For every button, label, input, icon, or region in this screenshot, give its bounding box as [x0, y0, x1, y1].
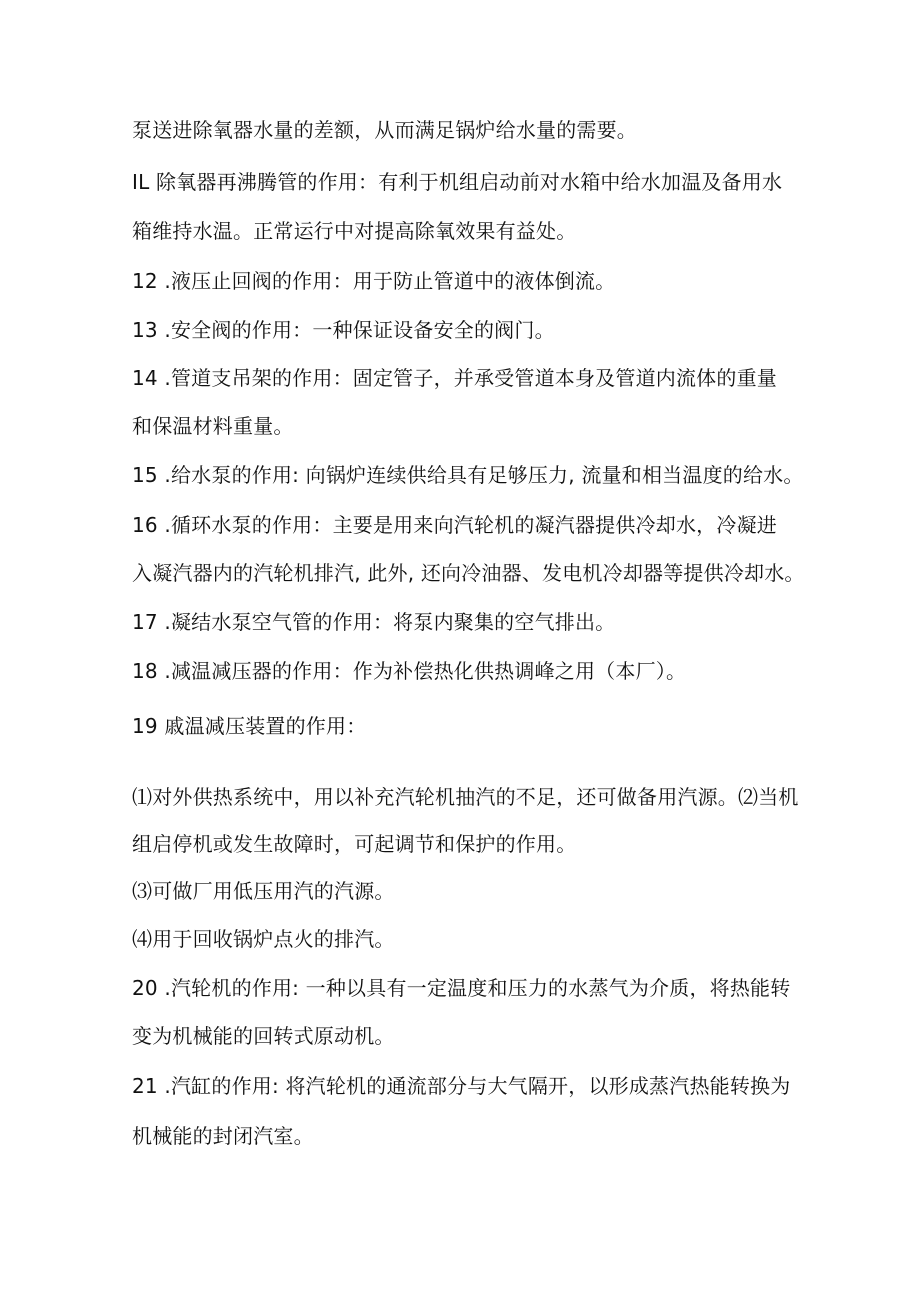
- text-line: IL 除氧器再沸腾管的作用：有利于机组启动前对水箱中给水加温及备用水: [132, 170, 783, 194]
- text-line: 变为机械能的回转式原动机。: [132, 1024, 395, 1048]
- text-line: 18 .减温减压器的作用：作为补偿热化供热调峰之用（本厂）。: [132, 659, 687, 683]
- text-line: 21 .汽缸的作用: 将汽轮机的通流部分与大气隔开，以形成蒸汽热能转换为: [132, 1074, 791, 1098]
- text-line: 12 .液压止回阀的作用：用于防止管道中的液体倒流。: [132, 269, 616, 293]
- text-line: ⑶可做厂用低压用汽的汽源。: [132, 879, 395, 903]
- text-line: 20 .汽轮机的作用: 一种以具有一定温度和压力的水蒸气为介质，将热能转: [132, 976, 791, 1000]
- text-line: ⑴对外供热系统中，用以补充汽轮机抽汽的不足，还可做备用汽源。⑵当机: [132, 785, 799, 809]
- text-line: 入凝汽器内的汽轮机排汽, 此外, 还向冷油器、发电机冷却器等提供冷却水。: [132, 561, 805, 585]
- text-line: 15 .给水泵的作用: 向锅炉连续供给具有足够压力, 流量和相当温度的给水。: [132, 463, 804, 487]
- text-line: 17 .凝结水泵空气管的作用：将泵内聚集的空气排出。: [132, 610, 616, 634]
- text-line: 组启停机或发生故障时，可起调节和保护的作用。: [132, 832, 577, 856]
- text-line: 14 .管道支吊架的作用：固定管子，并承受管道本身及管道内流体的重量: [132, 366, 777, 390]
- text-line: 和保温材料重量。: [132, 414, 294, 438]
- text-line: 机械能的封闭汽室。: [132, 1124, 314, 1148]
- text-line: 13 .安全阀的作用：一种保证设备安全的阀门。: [132, 318, 555, 342]
- text-line: 16 .循环水泵的作用：主要是用来向汽轮机的凝汽器提供冷却水，冷凝进: [132, 513, 777, 537]
- text-line: 泵送进除氧器水量的差额，从而满足锅炉给水量的需要。: [132, 118, 637, 142]
- text-line: 箱维持水温。正常运行中对提高除氧效果有益处。: [132, 219, 577, 243]
- text-line: 19 戚温减压装置的作用：: [132, 714, 367, 738]
- text-line: ⑷用于回收锅炉点火的排汽。: [132, 927, 395, 951]
